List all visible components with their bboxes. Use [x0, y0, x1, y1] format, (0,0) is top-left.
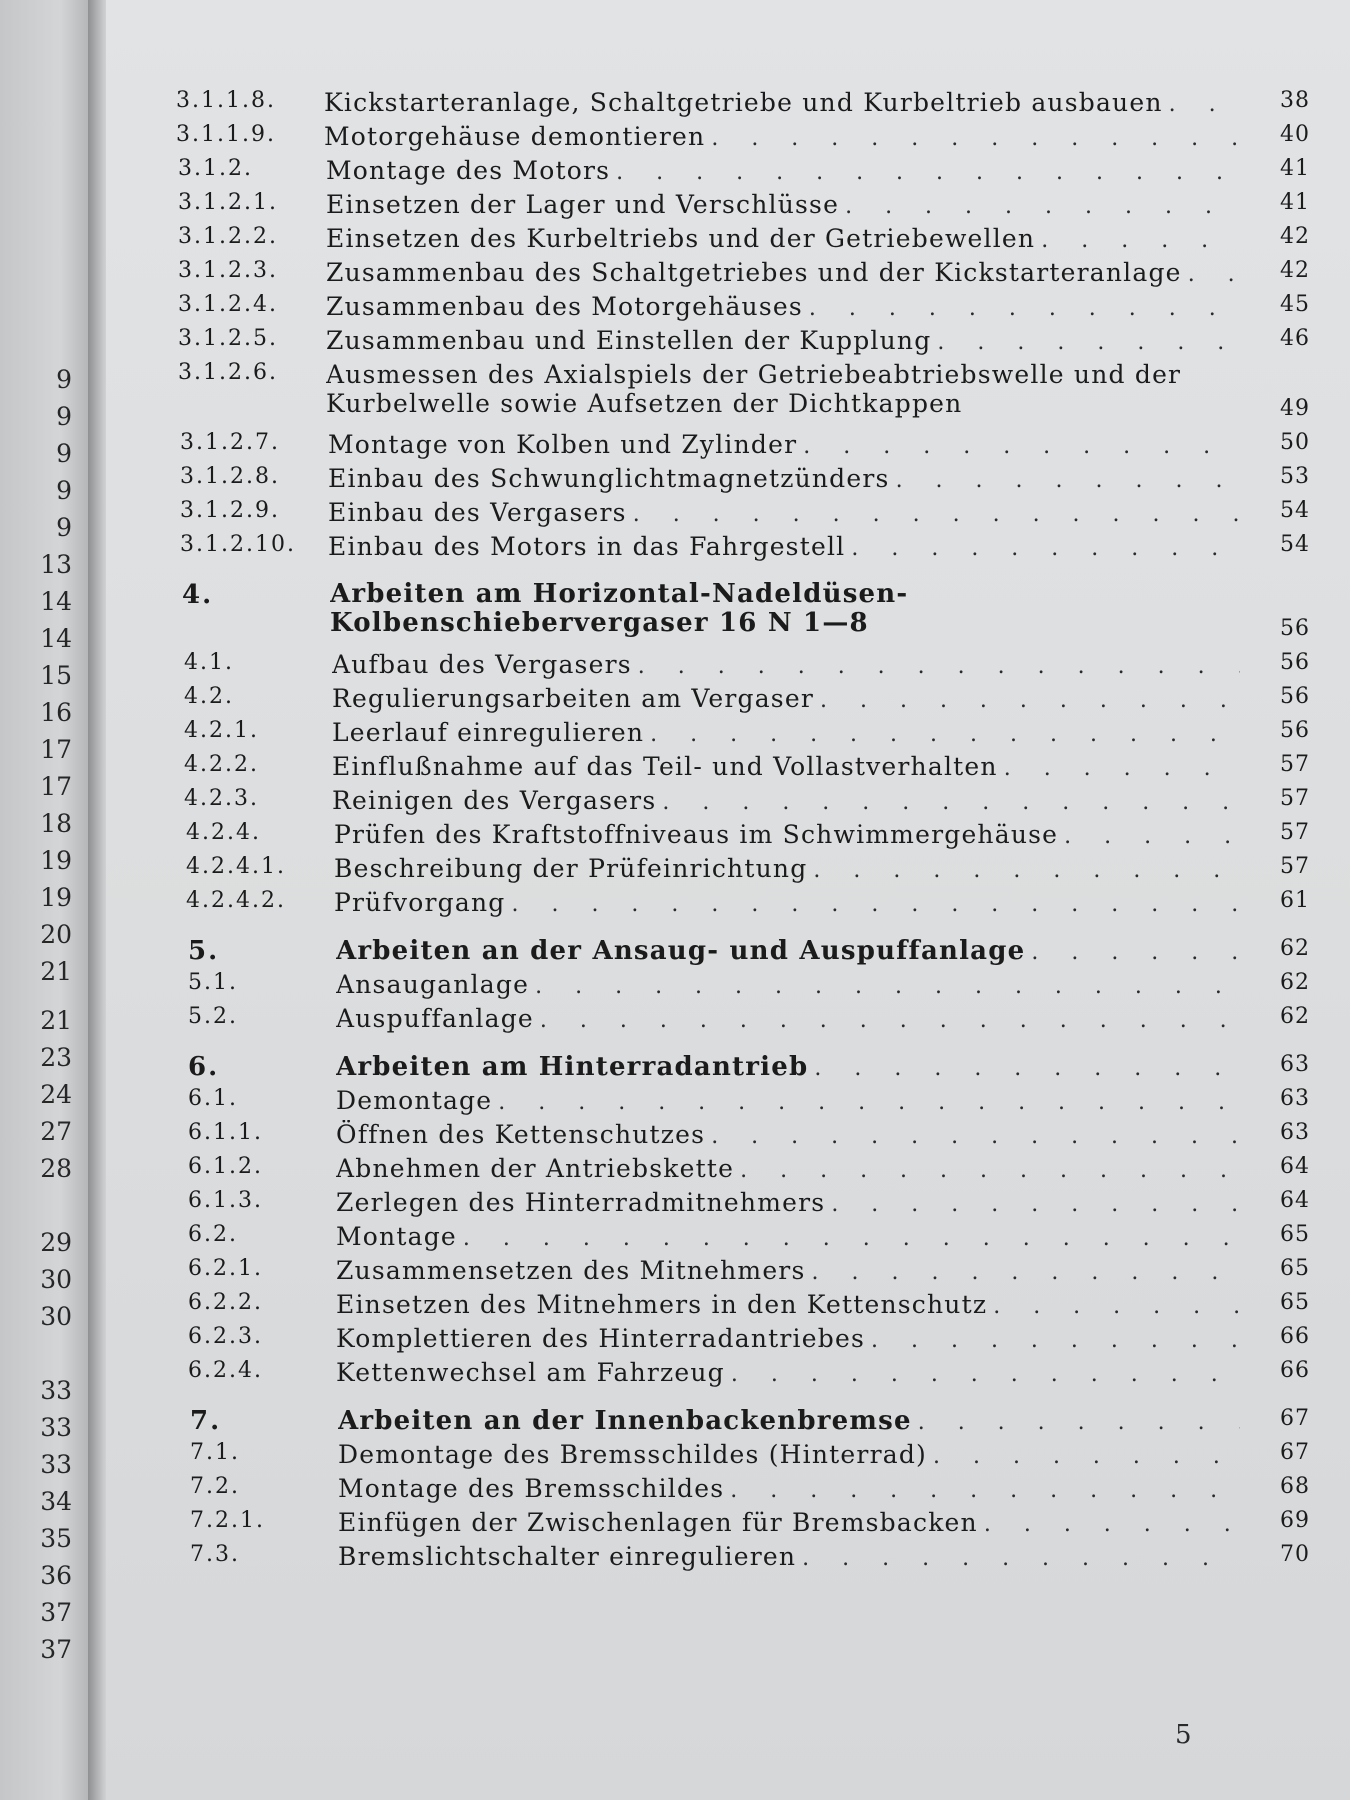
leader-dots: [820, 688, 1240, 713]
leader-dots: [740, 1158, 1240, 1183]
toc-entry-text: Montage des Bremsschildes: [338, 1474, 725, 1503]
toc-entry: [188, 1324, 1310, 1358]
toc-entry-text: Arbeiten an der Innenbackenbremse: [338, 1406, 912, 1436]
toc-entry-text: Prüfvorgang: [334, 888, 506, 917]
toc-entry-text: Prüfen des Kraftstoffniveaus im Schwimmergehäuse: [334, 820, 1059, 849]
leader-dots: [993, 1294, 1240, 1319]
toc-entry-page: 66: [1280, 1358, 1310, 1383]
toc-entry: [188, 1004, 1310, 1038]
toc-entry-text: Einbau des Vergasers: [328, 498, 627, 527]
left-page-number: 33: [40, 1413, 72, 1442]
toc-entry-number: 4.2.1.: [184, 718, 259, 743]
toc-entry-title: [336, 1188, 1240, 1217]
page-number: 5: [1175, 1720, 1192, 1750]
toc-entry-page: 57: [1280, 786, 1310, 811]
toc-entry-page: 56: [1280, 616, 1310, 641]
toc-entry-title: [332, 650, 1240, 679]
toc-entry-page: 57: [1280, 854, 1310, 879]
toc-entry-title: [338, 1508, 1240, 1537]
toc-entry-number: 4.2.4.2.: [186, 888, 286, 913]
toc-entry-text: Einbau des Schwunglichtmagnetzünders: [328, 464, 890, 493]
leader-dots: [918, 1410, 1240, 1435]
toc-entry-page: 65: [1280, 1256, 1310, 1281]
toc-entry-text: Einfügen der Zwischenlagen für Bremsbacken: [338, 1508, 978, 1537]
toc-entry-title: [324, 122, 1240, 151]
left-page-number: 37: [40, 1635, 72, 1664]
toc-entry-number: 3.1.2.: [178, 156, 253, 181]
toc-entry-page: 57: [1280, 820, 1310, 845]
toc-entry-title: [338, 1474, 1240, 1503]
toc-entry-number: 5.: [188, 936, 220, 966]
toc-entry-number: 3.1.2.9.: [180, 498, 280, 523]
toc-entry: [190, 1406, 1310, 1440]
leader-dots: [1041, 228, 1240, 253]
toc-entry-title: [334, 854, 1240, 883]
toc-entry-title: [326, 224, 1240, 253]
toc-entry-page: 38: [1280, 88, 1310, 113]
left-page-number: 23: [40, 1043, 72, 1072]
toc-entry-page: 63: [1280, 1086, 1310, 1111]
toc-entry: [184, 684, 1310, 718]
toc-entry-number: 7.3.: [190, 1542, 240, 1567]
leader-dots: [540, 1008, 1240, 1033]
toc-entry: [178, 326, 1310, 360]
left-page-number: 17: [40, 772, 72, 801]
toc-entry-title: [334, 820, 1240, 849]
toc-entry-text: Komplettieren des Hinterradantriebes: [336, 1324, 865, 1353]
left-page-number: 33: [40, 1376, 72, 1405]
toc-entry: [186, 820, 1310, 854]
leader-dots: [812, 1260, 1241, 1285]
left-page-number: 17: [40, 735, 72, 764]
leader-dots: [984, 1512, 1240, 1537]
toc-entry-title: [334, 888, 1240, 917]
left-page-number: 19: [40, 846, 72, 875]
toc-entry-page: 65: [1280, 1222, 1310, 1247]
leader-dots: [933, 1444, 1240, 1469]
toc-entry-number: 7.: [190, 1406, 222, 1436]
toc-entry-page: 41: [1280, 190, 1310, 215]
toc-entry-text: Einsetzen des Mitnehmers in den Kettenschutz: [336, 1290, 988, 1319]
toc-entry: [178, 258, 1310, 292]
toc-entry-number: 6.2.1.: [188, 1256, 263, 1281]
toc-entry: [188, 1052, 1310, 1086]
toc-entry-number: 4.2.: [184, 684, 234, 709]
toc-entry-page: 42: [1280, 224, 1310, 249]
toc-entry: [180, 430, 1310, 464]
toc-entry-title: [326, 156, 1240, 185]
leader-dots: [498, 1090, 1240, 1115]
toc-entry: [180, 498, 1310, 532]
toc-entry-page: 66: [1280, 1324, 1310, 1349]
leader-dots: [616, 160, 1240, 185]
toc-entry: [188, 936, 1310, 970]
leader-dots: [711, 1124, 1240, 1149]
leader-dots: [802, 1546, 1240, 1571]
toc-entry-text: Zusammensetzen des Mitnehmers: [336, 1256, 806, 1285]
toc-entry-number: 4.: [182, 580, 214, 610]
leader-dots: [662, 790, 1240, 815]
toc-entry-number: 6.1.3.: [188, 1188, 263, 1213]
toc-entry-title: [336, 1052, 1240, 1082]
toc-entry-title: [336, 1256, 1240, 1285]
toc-entry: [178, 190, 1310, 224]
toc-entry-text: Reinigen des Vergasers: [332, 786, 657, 815]
left-page-number: 35: [40, 1524, 72, 1553]
leader-dots: [813, 858, 1240, 883]
toc-entry-number: 6.1.: [188, 1086, 238, 1111]
left-page-number: 9: [56, 513, 72, 542]
toc-entry: [178, 292, 1310, 326]
toc-entry-page: 67: [1280, 1440, 1310, 1465]
left-page-number: 33: [40, 1450, 72, 1479]
left-page-number: 29: [40, 1228, 72, 1257]
toc-entry-text: Montage: [336, 1222, 457, 1251]
toc-entry-text: Demontage des Bremsschildes (Hinterrad): [338, 1440, 927, 1469]
toc-entry-title: [336, 1004, 1240, 1033]
left-page-number: 24: [40, 1080, 72, 1109]
toc-entry: [188, 1086, 1310, 1120]
toc-entry-number: 3.1.2.7.: [180, 430, 280, 455]
toc-entry-page: 46: [1280, 326, 1310, 351]
toc-entry-page: 65: [1280, 1290, 1310, 1315]
left-page-number: 14: [40, 624, 72, 653]
toc-entry-title: [336, 1120, 1240, 1149]
left-page-number: 16: [40, 698, 72, 727]
toc-entry-text: Montage des Motors: [326, 156, 611, 185]
toc-entry: [178, 224, 1310, 258]
toc-entry-page: 42: [1280, 258, 1310, 283]
toc-entry-title: [328, 498, 1240, 527]
toc-entry-number: 4.1.: [184, 650, 234, 675]
leader-dots: [809, 296, 1240, 321]
leader-dots: [1169, 92, 1240, 117]
left-page-number: 20: [40, 920, 72, 949]
toc-entry-page: 62: [1280, 936, 1310, 961]
toc-entry-number: 7.2.1.: [190, 1508, 265, 1533]
left-page-number: 27: [40, 1117, 72, 1146]
toc-entry: [180, 532, 1310, 566]
toc-entry-title: [326, 258, 1240, 287]
toc-entry-text: Aufbau des Vergasers: [332, 650, 632, 679]
toc-entry-title: [336, 1324, 1240, 1353]
left-page-number: 15: [40, 661, 72, 690]
toc-entry-text: Montage von Kolben und Zylinder: [328, 430, 798, 459]
toc-entry-title: [336, 936, 1240, 966]
toc-entry-title: [326, 360, 1240, 418]
toc-entry-page: 49: [1280, 396, 1310, 421]
left-page-edge: [0, 0, 100, 1800]
toc-entry: [184, 650, 1310, 684]
toc-entry-text: Demontage: [336, 1086, 493, 1115]
toc-entry-text: Einsetzen der Lager und Verschlüsse: [326, 190, 840, 219]
leader-dots: [937, 330, 1240, 355]
toc-entry-number: 4.2.3.: [184, 786, 259, 811]
toc-entry-page: 63: [1280, 1120, 1310, 1145]
toc-entry-page: 54: [1280, 532, 1310, 557]
toc-entry-number: 3.1.2.2.: [178, 224, 278, 249]
toc-entry-title: [336, 1222, 1240, 1251]
toc-entry: [188, 970, 1310, 1004]
leader-dots: [650, 722, 1240, 747]
toc-entry-number: 3.1.2.5.: [178, 326, 278, 351]
toc-entry-page: 67: [1280, 1406, 1310, 1431]
toc-entry-page: 56: [1280, 684, 1310, 709]
toc-entry-page: 62: [1280, 970, 1310, 995]
toc-entry: [188, 1358, 1310, 1392]
toc-entry-title: [332, 718, 1240, 747]
table-of-contents: [106, 0, 1350, 1800]
toc-entry-page: 50: [1280, 430, 1310, 455]
toc-entry-page: 64: [1280, 1188, 1310, 1213]
toc-entry-text: Arbeiten am Hinterradantrieb: [336, 1052, 809, 1082]
toc-entry-title: [336, 970, 1240, 999]
toc-entry-title: [328, 532, 1240, 561]
toc-entry: [190, 1508, 1310, 1542]
toc-entry-number: 6.2.2.: [188, 1290, 263, 1315]
toc-entry-title: [326, 190, 1240, 219]
leader-dots: [1031, 940, 1240, 965]
toc-entry-number: 5.2.: [188, 1004, 238, 1029]
toc-entry-title: [336, 1154, 1240, 1183]
leader-dots: [511, 892, 1240, 917]
left-page-number: 13: [40, 550, 72, 579]
toc-entry-page: 40: [1280, 122, 1310, 147]
toc-entry-text: Zerlegen des Hinterradmitnehmers: [336, 1188, 826, 1217]
toc-entry-title: [336, 1358, 1240, 1387]
toc-entry: [188, 1188, 1310, 1222]
toc-entry-page: 53: [1280, 464, 1310, 489]
toc-entry-page: 54: [1280, 498, 1310, 523]
toc-entry-page: 45: [1280, 292, 1310, 317]
toc-entry-text: Zusammenbau und Einstellen der Kupplung: [326, 326, 932, 355]
left-page-number: 28: [40, 1154, 72, 1183]
toc-entry-text: Zusammenbau des Motorgehäuses: [326, 292, 803, 321]
leader-dots: [1064, 824, 1240, 849]
leader-dots: [896, 468, 1240, 493]
toc-entry-text: Beschreibung der Prüfeinrichtung: [334, 854, 808, 883]
toc-entry-text: Kickstarteranlage, Schaltgetriebe und Kurbeltrieb ausbauen: [324, 88, 1163, 117]
toc-entry-title: [326, 292, 1240, 321]
toc-entry: [176, 122, 1310, 156]
toc-entry-page: 68: [1280, 1474, 1310, 1499]
left-page-number: 37: [40, 1598, 72, 1627]
left-page-number: 9: [56, 365, 72, 394]
left-page-number: 9: [56, 402, 72, 431]
toc-entry-number: 3.1.1.8.: [176, 88, 276, 113]
toc-entry: [188, 1222, 1310, 1256]
leader-dots: [1004, 756, 1240, 781]
toc-entry-text: Ausmessen des Axialspiels der Getriebeabtriebswelle und der Kurbelwelle sowie Aufsetzen der Dichtkappen: [326, 360, 1182, 418]
toc-entry-number: 7.2.: [190, 1474, 240, 1499]
toc-entry-page: 57: [1280, 752, 1310, 777]
left-page-number: 14: [40, 587, 72, 616]
toc-entry-page: 56: [1280, 718, 1310, 743]
toc-entry-page: 56: [1280, 650, 1310, 675]
leader-dots: [845, 194, 1240, 219]
toc-entry: [188, 1154, 1310, 1188]
toc-entry-title: [338, 1406, 1240, 1436]
left-page-number: 19: [40, 883, 72, 912]
toc-entry-page: 64: [1280, 1154, 1310, 1179]
toc-entry-page: 62: [1280, 1004, 1310, 1029]
toc-entry-page: 69: [1280, 1508, 1310, 1533]
toc-entry: [176, 88, 1310, 122]
toc-entry-page: 63: [1280, 1052, 1310, 1077]
toc-entry-number: 3.1.2.1.: [178, 190, 278, 215]
toc-entry: [188, 1120, 1310, 1154]
left-page-number: 9: [56, 476, 72, 505]
toc-entry-text: Einsetzen des Kurbeltriebs und der Getriebewellen: [326, 224, 1036, 253]
leader-dots: [831, 1192, 1240, 1217]
toc-entry-number: 4.2.2.: [184, 752, 259, 777]
toc-entry-title: [338, 1542, 1240, 1571]
toc-entry-number: 6.2.3.: [188, 1324, 263, 1349]
toc-entry-text: Auspuffanlage: [336, 1004, 534, 1033]
toc-entry: [178, 360, 1310, 424]
toc-entry-text: Ansauganlage: [336, 970, 530, 999]
toc-entry-text: Bremslichtschalter einregulieren: [338, 1542, 797, 1571]
toc-entry: [186, 888, 1310, 922]
toc-entry-number: 3.1.2.10.: [180, 532, 296, 557]
toc-entry-title: [328, 430, 1240, 459]
toc-entry-number: 6.2.: [188, 1222, 238, 1247]
leader-dots: [1188, 262, 1240, 287]
toc-entry-number: 3.1.2.6.: [178, 360, 278, 385]
toc-entry: [184, 752, 1310, 786]
toc-entry-number: 6.: [188, 1052, 220, 1082]
toc-entry-page: 61: [1280, 888, 1310, 913]
toc-entry-text: Arbeiten am Horizontal-Nadeldüsen-Kolbenschiebervergaser 16 N 1—8: [330, 580, 909, 638]
toc-entry-title: [332, 786, 1240, 815]
leader-dots: [814, 1056, 1240, 1081]
toc-entry: [188, 1290, 1310, 1324]
toc-entry: [184, 786, 1310, 820]
left-page-number: 18: [40, 809, 72, 838]
toc-entry-number: 6.1.1.: [188, 1120, 263, 1145]
toc-entry-text: Motorgehäuse demontieren: [324, 122, 706, 151]
toc-entry-title: [326, 326, 1240, 355]
toc-entry-text: Zusammenbau des Schaltgetriebes und der Kickstarteranlage: [326, 258, 1182, 287]
toc-entry: [182, 580, 1310, 644]
leader-dots: [633, 502, 1240, 527]
toc-entry-title: [332, 684, 1240, 713]
leader-dots: [535, 974, 1240, 999]
toc-entry-text: Regulierungsarbeiten am Vergaser: [332, 684, 814, 713]
toc-entry: [188, 1256, 1310, 1290]
toc-entry: [190, 1474, 1310, 1508]
toc-entry-text: Kettenwechsel am Fahrzeug: [336, 1358, 725, 1387]
left-page-number: 30: [40, 1302, 72, 1331]
toc-entry-number: 4.2.4.1.: [186, 854, 286, 879]
left-page-number: 36: [40, 1561, 72, 1590]
leader-dots: [730, 1478, 1240, 1503]
left-page-number: 34: [40, 1487, 72, 1516]
toc-entry: [184, 718, 1310, 752]
toc-entry-title: [336, 1290, 1240, 1319]
toc-entry: [186, 854, 1310, 888]
leader-dots: [711, 126, 1240, 151]
toc-entry-number: 7.1.: [190, 1440, 240, 1465]
toc-entry-text: Abnehmen der Antriebskette: [336, 1154, 735, 1183]
toc-entry: [180, 464, 1310, 498]
toc-entry-number: 6.1.2.: [188, 1154, 263, 1179]
toc-entry-title: [332, 752, 1240, 781]
toc-entry-title: [324, 88, 1240, 117]
toc-entry-title: [338, 1440, 1240, 1469]
toc-entry-number: 5.1.: [188, 970, 238, 995]
toc-entry: [190, 1542, 1310, 1576]
toc-entry-text: Einflußnahme auf das Teil- und Vollastverhalten: [332, 752, 998, 781]
right-page: [106, 0, 1350, 1800]
leader-dots: [871, 1328, 1240, 1353]
toc-entry-title: [336, 1086, 1240, 1115]
toc-entry-title: [330, 580, 1240, 638]
left-page-number: 21: [40, 1006, 72, 1035]
left-page-number: 30: [40, 1265, 72, 1294]
toc-entry: [190, 1440, 1310, 1474]
left-page-number: 9: [56, 439, 72, 468]
leader-dots: [803, 434, 1240, 459]
toc-entry-number: 3.1.2.4.: [178, 292, 278, 317]
toc-entry-text: Arbeiten an der Ansaug- und Auspuffanlage: [336, 936, 1026, 966]
leader-dots: [731, 1362, 1240, 1387]
toc-entry: [178, 156, 1310, 190]
toc-entry-page: 41: [1280, 156, 1310, 181]
leader-dots: [638, 654, 1240, 679]
leader-dots: [851, 536, 1240, 561]
toc-entry-page: 70: [1280, 1542, 1310, 1567]
toc-entry-text: Öffnen des Kettenschutzes: [336, 1120, 706, 1149]
left-page-number: 21: [40, 957, 72, 986]
toc-entry-title: [328, 464, 1240, 493]
toc-entry-number: 3.1.2.3.: [178, 258, 278, 283]
toc-entry-text: Einbau des Motors in das Fahrgestell: [328, 532, 846, 561]
toc-entry-number: 3.1.2.8.: [180, 464, 280, 489]
toc-entry-number: 4.2.4.: [186, 820, 261, 845]
leader-dots: [463, 1226, 1240, 1251]
toc-entry-number: 3.1.1.9.: [176, 122, 276, 147]
toc-entry-text: Leerlauf einregulieren: [332, 718, 645, 747]
toc-entry-number: 6.2.4.: [188, 1358, 263, 1383]
